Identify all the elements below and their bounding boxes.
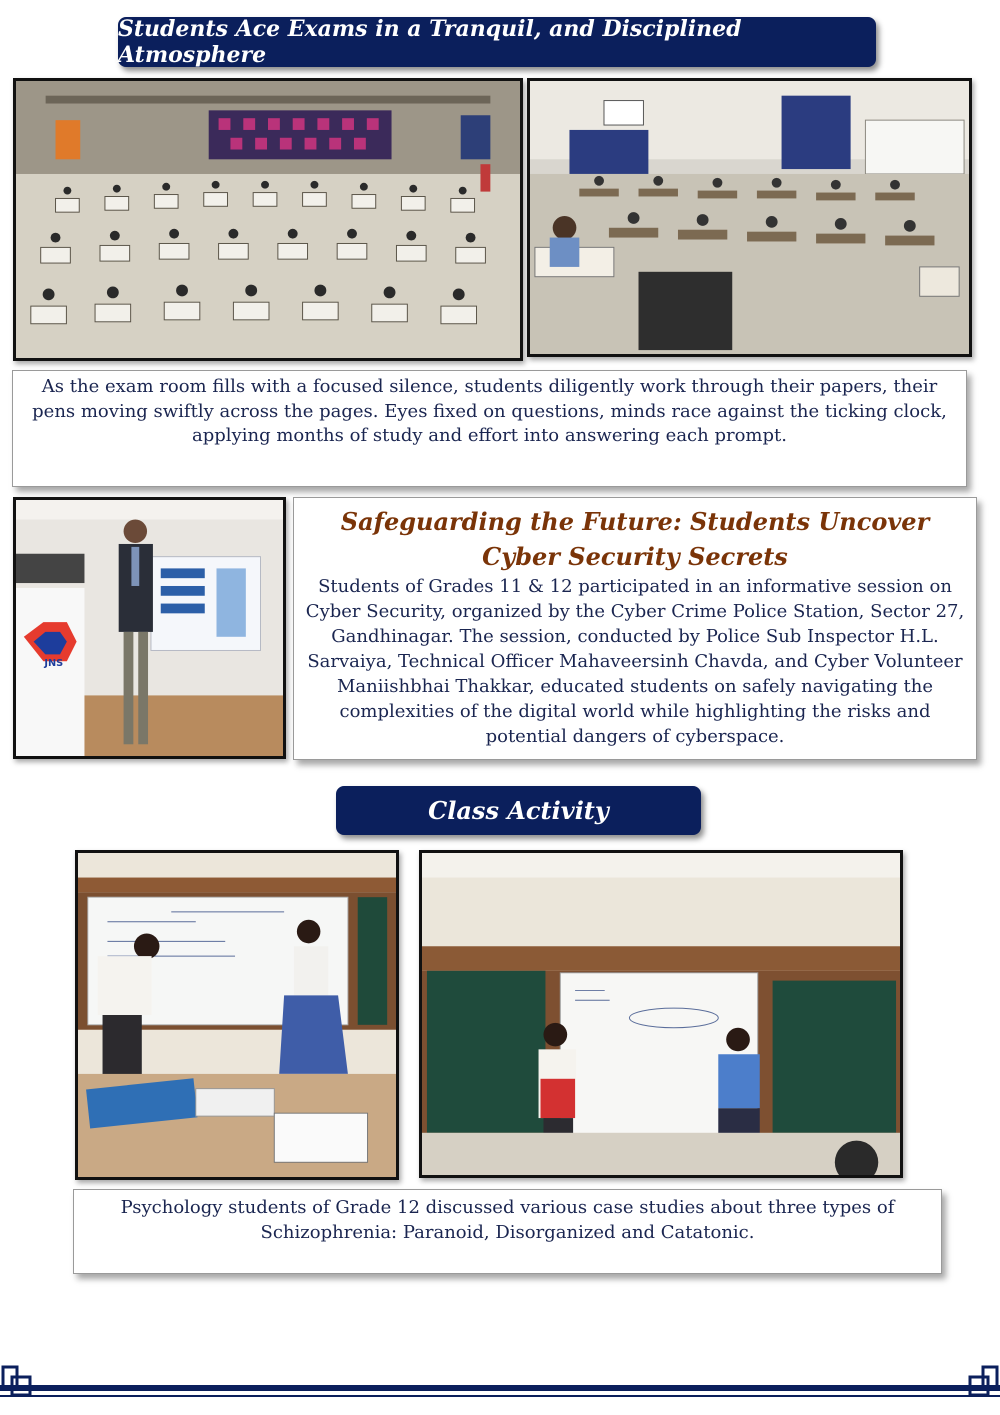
exam-section-banner — [118, 17, 876, 67]
cyber-session-photo — [13, 497, 286, 759]
class-activity-title: Class Activity — [428, 796, 609, 825]
cyber-article-body: Students of Grades 11 & 12 participated in an informative session on Cyber Security, organized by the Cyber Crime Police Station, Sector 27, Gandhinagar. The session, conducted by Police Sub Inspector H.L. Sarvaiya, Technical Officer Mahaveersinh Chavda, and Cyber Volunteer Maniishbhai Thakkar, educated students on safely navigating the complexities of the digital world while highlighting the risks and potential dangers of cyberspace. — [305, 576, 965, 747]
exam-hall-photo — [13, 78, 523, 361]
cyber-article-box — [293, 497, 977, 760]
exam-section-title: Students Ace Exams in a Tranquil, and Disciplined Atmosphere — [118, 16, 742, 68]
exam-caption-box — [12, 370, 967, 487]
class-activity-caption-text: Psychology students of Grade 12 discussed various case studies about three types of Schizophrenia: Paranoid, Disorganized and Catatonic. — [120, 1197, 895, 1243]
cyber-article-title: Safeguarding the Future: Students Uncover Cyber Security Secrets — [340, 507, 930, 571]
footer-ornament — [0, 1355, 1000, 1415]
class-activity-caption-box — [73, 1189, 942, 1274]
class-discussion-photo — [419, 850, 903, 1178]
class-whiteboard-photo — [75, 850, 399, 1180]
exam-classroom-photo — [527, 78, 972, 357]
exam-caption-text: As the exam room fills with a focused silence, students diligently work through their papers, their pens moving swiftly across the pages. Eyes fixed on questions, minds race against the ticking clock, applying months of study and effort into answering each prompt. — [32, 376, 947, 446]
class-activity-banner — [336, 786, 701, 835]
school-logo-text: JNS — [44, 658, 64, 670]
